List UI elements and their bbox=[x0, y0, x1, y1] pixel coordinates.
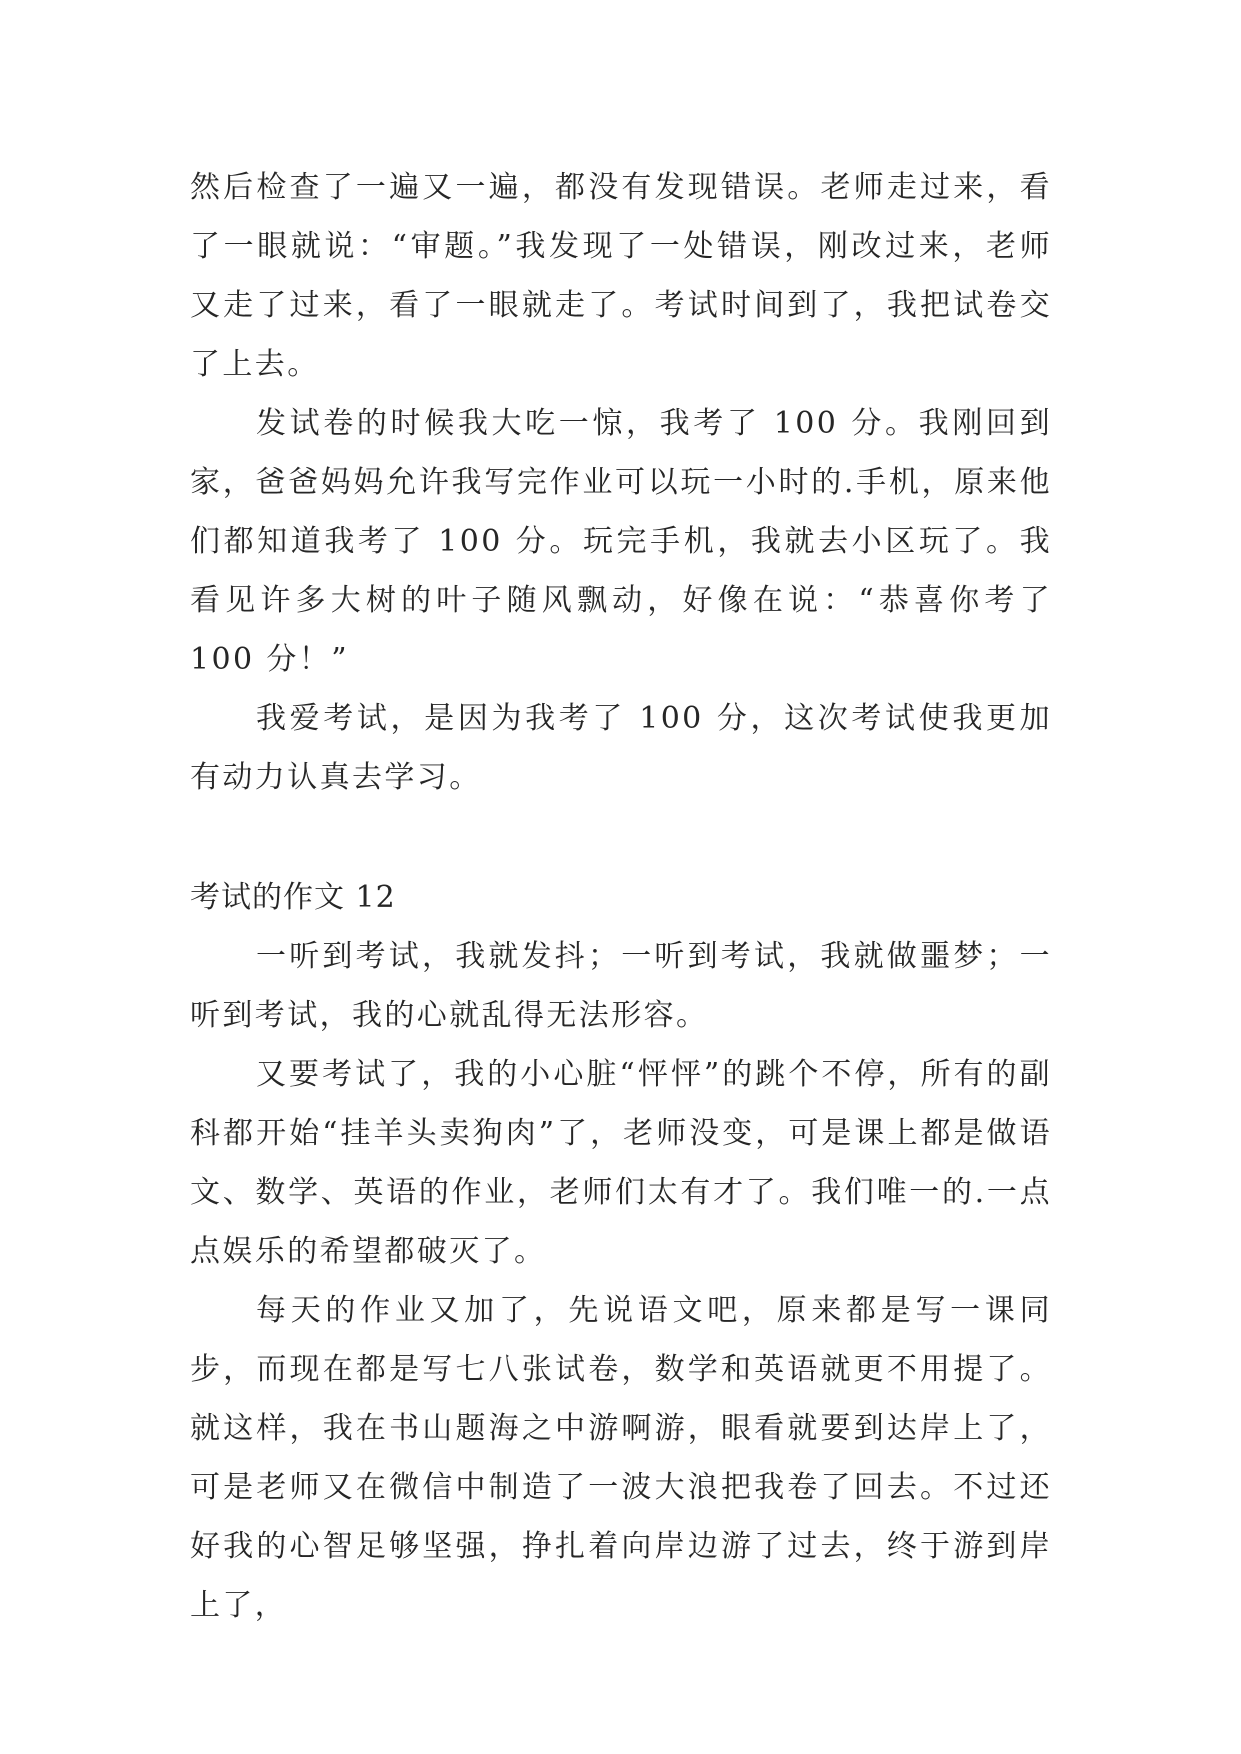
paragraph: 每天的作业又加了，先说语文吧，原来都是写一课同步，而现在都是写七八张试卷，数学和英语就更不用提了。就这样，我在书山题海之中游啊游，眼看就要到达岸上了，可是老师又在微信中制造了一波大浪把我卷了回去。不过还好我的心智足够坚强，挣扎着向岸边游了过去，终于游到岸上了， bbox=[190, 1293, 1052, 1623]
paragraph: 发试卷的时候我大吃一惊，我考了 100 分。我刚回到家，爸爸妈妈允许我写完作业可以玩一小时的.手机，原来他们都知道我考了 100 分。玩完手机，我就去小区玩了。我看见许多大树的叶子随风飘动，好像在说：“恭喜你考了 100 分！” bbox=[190, 406, 1052, 677]
paragraph: 又要考试了，我的小心脏“怦怦”的跳个不停，所有的副科都开始“挂羊头卖狗肉”了，老师没变，可是课上都是做语文、数学、英语的作业，老师们太有才了。我们唯一的.一点点娱乐的希望都破灭了。 bbox=[190, 1057, 1052, 1269]
document-body bbox=[190, 158, 1052, 1635]
paragraph: 我爱考试，是因为我考了 100 分，这次考试使我更加有动力认真去学习。 bbox=[190, 701, 1052, 795]
section-title: 考试的作文 12 bbox=[190, 880, 396, 915]
paragraph: 一听到考试，我就发抖；一听到考试，我就做噩梦；一听到考试，我的心就乱得无法形容。 bbox=[190, 939, 1052, 1033]
paragraph: 然后检查了一遍又一遍，都没有发现错误。老师走过来，看了一眼就说：“审题。”我发现了一处错误，刚改过来，老师又走了过来，看了一眼就走了。考试时间到了，我把试卷交了上去。 bbox=[190, 170, 1052, 382]
